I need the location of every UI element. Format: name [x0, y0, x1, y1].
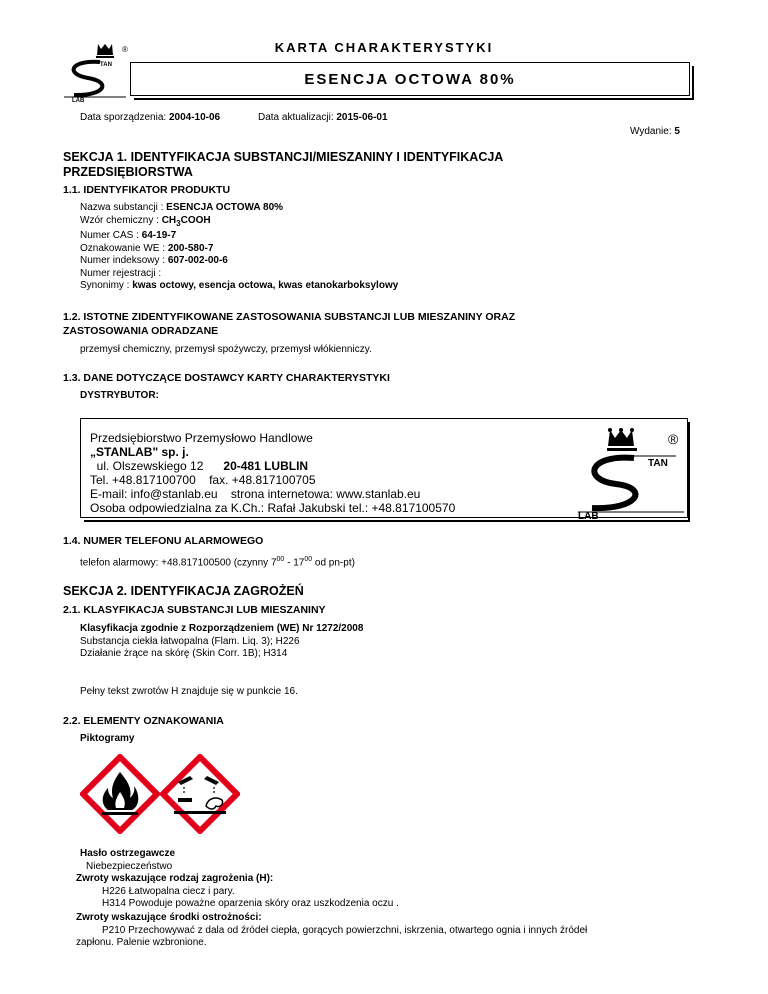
svg-text:®: ® [668, 431, 679, 447]
product-identifier: Nazwa substancji : ESENCJA OCTOWA 80% Wzór chemiczny : $CH_3COOH$ Numer CAS : 64-19-7 Oznakowanie WE : 200-580-7 Numer indeksowy : 607-002-00-6 Numer rejestracji : Synonimy : kwas octowy, esencja octowa, kwas etanokarboksylowy [80, 202, 399, 291]
svg-text:®: ® [122, 45, 128, 54]
section-2-1-title: 2.1. KLASYFIKACJA SUBSTANCJI LUB MIESZANINY [63, 604, 326, 616]
section-1-title: SEKCJA 1. IDENTYFIKACJA SUBSTANCJI/MIESZANINY I IDENTYFIKACJA PRZEDSIĘBIORSTWA [63, 150, 504, 179]
uses-text: przemysł chemiczny, przemysł spożywczy, przemysł włókienniczy. [80, 344, 372, 355]
distributor-details: Przedsiębiorstwo Przemysłowo Handlowe „STANLAB" sp. j. ul. Olszewskiego 12 20-481 LUBLIN Tel. +48.817100700 fax. +48.817100705 E-mail: info@stanlab.eu strona internetowa: www.stanlab.eu Osoba odpowiedzialna za K.Ch.: Rafał Jakubski tel.: +48.817100570 [90, 431, 456, 515]
section-1-3-title: 1.3. DANE DOTYCZĄCE DOSTAWCY KARTY CHARAKTERYSTYKI [63, 372, 390, 384]
precautionary-block: Zwroty wskazujące środki ostrożności: P210 Przechowywać z dala od źródeł ciepła, gorących powierzchni, iskrzenia, otwartego ognia i innych źródeł zapłonu. Palenie wzbronione. [76, 912, 588, 948]
section-2-2-title: 2.2. ELEMENTY OZNAKOWANIA [63, 715, 224, 727]
section-1-2-title: 1.2. ISTOTNE ZIDENTYFIKOWANE ZASTOSOWANIA SUBSTANCJI LUB MIESZANINY ORAZ ZASTOSOWANIA ODRADZANE [63, 311, 516, 337]
classification: Klasyfikacja zgodnie z Rozporządzeniem (WE) Nr 1272/2008 Substancja ciekła łatwopalna (Flam. Liq. 3); H226 Działanie żrące na skórę (Skin Corr. 1B); H314 [80, 623, 364, 659]
svg-text:LAB: LAB [578, 511, 599, 520]
created-date: Data sporządzenia: 2004-10-06 [80, 112, 221, 123]
section-1-1-title: 1.1. IDENTYFIKATOR PRODUKTU [63, 184, 231, 196]
edition: Wydanie: 5 [630, 126, 680, 137]
h-phrases-note: Pełny tekst zwrotów H znajduje się w punkcie 16. [80, 686, 298, 697]
signal-word-block: Hasło ostrzegawcze Niebezpieczeństwo Zwroty wskazujące rodzaj zagrożenia (H): H226 Łatwopalna ciecz i pary. H314 Powoduje poważne oparzenia skóry oraz uszkodzenia oczu . [76, 848, 399, 909]
section-2-title: SEKCJA 2. IDENTYFIKACJA ZAGROŻEŃ [63, 584, 304, 598]
stanlab-logo-large [576, 424, 686, 520]
product-title: ESENCJA OCTOWA 80% [304, 70, 516, 88]
section-1-4-title: 1.4. NUMER TELEFONU ALARMOWEGO [63, 535, 264, 547]
emergency-phone: telefon alarmowy: +48.817100500 (czynny $7^{00} - 17^{00}$ od pn-pt) [80, 556, 355, 569]
product-title-box [130, 62, 690, 96]
svg-text:TAN: TAN [100, 62, 112, 68]
svg-text:LAB: LAB [72, 98, 85, 102]
pictograms-label: Piktogramy [80, 733, 135, 744]
svg-text:TAN: TAN [648, 458, 668, 469]
updated-date: Data aktualizacji: 2015-06-01 [258, 112, 388, 123]
document-title: KARTA CHARAKTERYSTYKI [274, 40, 494, 55]
flame-pictogram [80, 754, 160, 834]
corrosion-pictogram [160, 754, 240, 834]
distributor-label: DYSTRYBUTOR: [80, 390, 159, 401]
